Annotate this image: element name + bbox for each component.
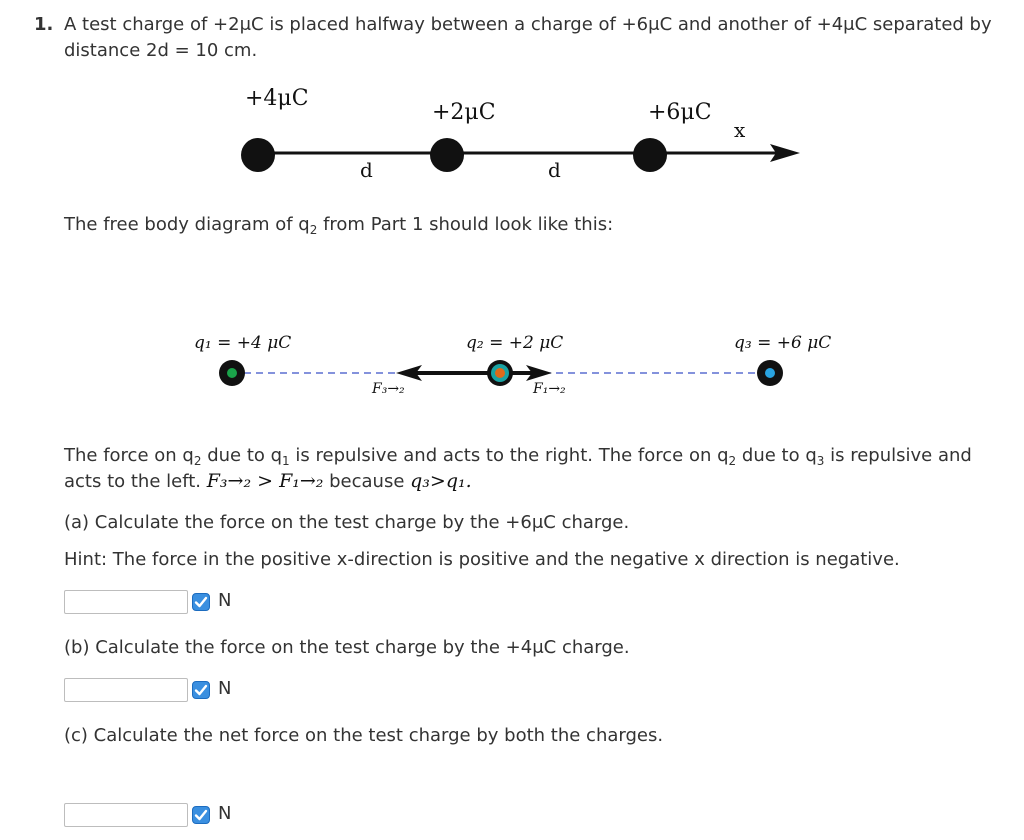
charge-label-right: +6μC bbox=[648, 100, 712, 125]
question-number: 1. bbox=[34, 14, 54, 35]
part-c-unit: N bbox=[218, 803, 232, 824]
part-a-answer-input[interactable] bbox=[64, 590, 188, 614]
check-icon bbox=[192, 681, 210, 699]
fbd-intro: The free body diagram of $q_2$ from Part 1 should look like this: bbox=[64, 214, 614, 237]
charge-dot-middle bbox=[430, 138, 464, 172]
explanation-line2: acts to the left. F₃→₂ > F₁→₂ because q₃>q₁. bbox=[64, 470, 472, 492]
explanation-line1: The force on $q_2$ due to $q_1$ is repulsive and acts to the right. The force on $q_2$ due to $q_3$ is repulsive and bbox=[64, 445, 972, 468]
axis-label-x: x bbox=[734, 118, 746, 142]
check-icon bbox=[192, 593, 210, 611]
fbd-q2-label: q₂ = +2 μC bbox=[466, 333, 564, 353]
fbd-f32-label: F₃→₂ bbox=[372, 381, 405, 397]
charge-diagram-svg bbox=[230, 80, 810, 190]
question-text-line1: A test charge of +2μC is placed halfway between a charge of +6μC and another of +4μC separated by bbox=[64, 14, 992, 35]
charge-dot-left bbox=[241, 138, 275, 172]
charge-diagram bbox=[230, 80, 810, 190]
part-c-answer-input[interactable] bbox=[64, 803, 188, 827]
q1-inner bbox=[227, 368, 237, 378]
charge-label-left: +4μC bbox=[245, 86, 309, 111]
charge-label-middle: +2μC bbox=[432, 100, 496, 125]
question-text-line2: distance 2d = 10 cm. bbox=[64, 40, 258, 61]
part-b-answer-input[interactable] bbox=[64, 678, 188, 702]
distance-label-1: d bbox=[360, 158, 373, 182]
part-a-unit: N bbox=[218, 590, 232, 611]
part-a-hint: Hint: The force in the positive x-direction is positive and the negative x direction is negative. bbox=[64, 549, 900, 570]
part-b-prompt: (b) Calculate the force on the test charge by the +4μC charge. bbox=[64, 637, 630, 658]
charge-dot-right bbox=[633, 138, 667, 172]
part-a-prompt: (a) Calculate the force on the test charge by the +6μC charge. bbox=[64, 512, 630, 533]
q2-inner bbox=[495, 368, 505, 378]
distance-label-2: d bbox=[548, 158, 561, 182]
fbd-q3-label: q₃ = +6 μC bbox=[734, 333, 832, 353]
fbd-f12-label: F₁→₂ bbox=[533, 381, 566, 397]
q3-inner bbox=[765, 368, 775, 378]
part-b-unit: N bbox=[218, 678, 232, 699]
part-c-prompt: (c) Calculate the net force on the test charge by both the charges. bbox=[64, 725, 664, 746]
check-icon bbox=[192, 806, 210, 824]
fbd-q1-label: q₁ = +4 μC bbox=[194, 333, 292, 353]
